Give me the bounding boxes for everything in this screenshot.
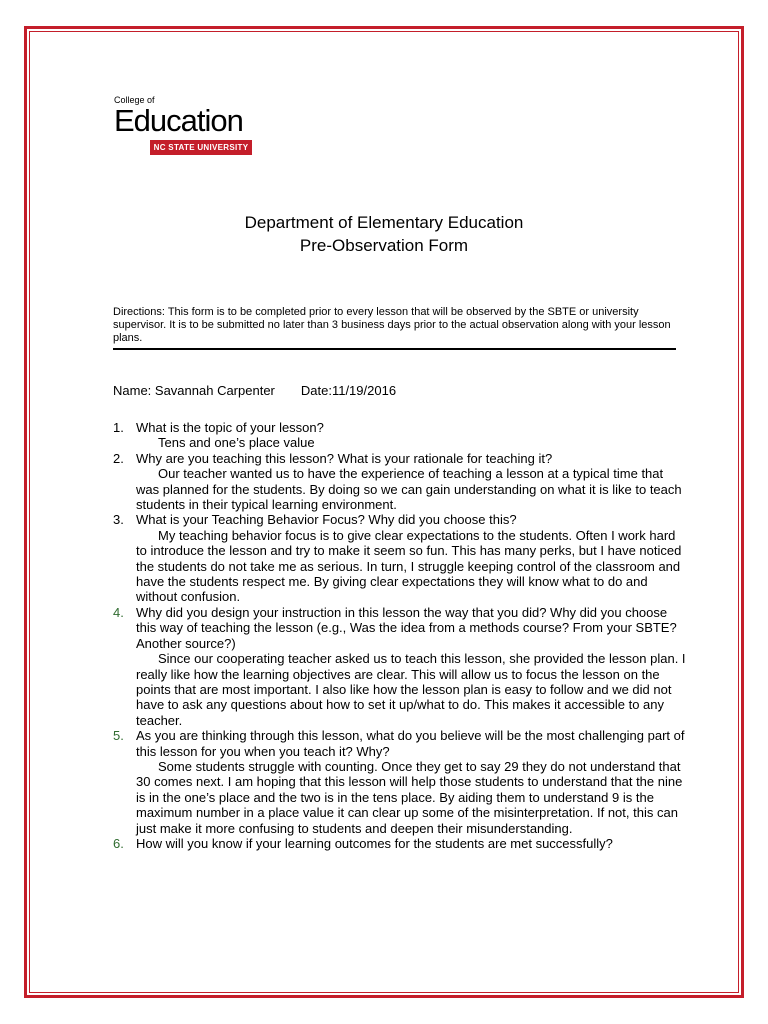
logo-education-text: Education xyxy=(114,103,243,138)
student-info xyxy=(113,383,396,399)
form-title xyxy=(0,211,768,257)
question-text: As you are thinking through this lesson, what do you believe will be the most challenging part of this lesson for you when you teach it? Why? xyxy=(136,728,685,759)
title-line-1: Department of Elementary Education xyxy=(244,213,524,232)
question-number: 5. xyxy=(113,728,124,744)
answer-text: Tens and one’s place value xyxy=(158,435,315,451)
question-text: Why did you design your instruction in this lesson the way that you did? Why did you choose this way of teaching the lesson (e.g., Was the idea from a methods course? From your SBTE? Another source?) xyxy=(136,604,677,651)
question-number: 6. xyxy=(113,835,124,851)
question-item xyxy=(113,728,688,836)
question-text: How will you know if your learning outcomes for the students are met successfully? xyxy=(136,835,613,851)
form-date: Date:11/19/2016 xyxy=(300,383,397,398)
question-item xyxy=(113,605,688,728)
student-name: Name: Savannah Carpenter xyxy=(113,383,275,398)
question-item xyxy=(113,451,688,513)
question-number: 3. xyxy=(113,512,124,528)
question-item xyxy=(113,512,688,604)
answer-text: My teaching behavior focus is to give clear expectations to the students. Often I work hard to introduce the lesson and try to make it seem so fun. This has many perks, but I have noticed the students do not take me as serious. In turn, I struggle keeping control of the classroom and have the students respect me. By giving clear expectations they will know what to do and without confusion. xyxy=(136,527,682,605)
question-item xyxy=(113,420,688,451)
title-line-2: Pre-Observation Form xyxy=(299,236,469,255)
question-number: 2. xyxy=(113,450,124,466)
question-text: What is the topic of your lesson? xyxy=(136,420,324,435)
directions-text: Directions: This form is to be completed prior to every lesson that will be observed by the SBTE or university supervisor. It is to be submitted no later than 3 business days prior to the actual observation along with your lesson plans. xyxy=(113,306,676,350)
answer-text: Some students struggle with counting. Once they get to say 29 they do not understand that 30 comes next. I am hoping that this lesson will help those students to understand that the nine is in the one’s place and the two is in the tens place. By aiding them to understand 9 is the maximum number in a place value it can clear up some of the misinterpretation. If not, this can just make it more confusing to students and deepen their misunderstanding. xyxy=(136,758,683,836)
logo-college-text: College of xyxy=(114,95,155,105)
college-logo xyxy=(114,95,252,155)
question-text: What is your Teaching Behavior Focus? Why did you choose this? xyxy=(136,512,517,528)
questions-list xyxy=(113,420,688,851)
answer-text: Our teacher wanted us to have the experience of teaching a lesson at a typical time that was planned for the students. By doing so we can gain understanding on what it is like to teach students in their typical learning environment. xyxy=(136,466,682,513)
question-number: 4. xyxy=(113,604,124,620)
question-number: 1. xyxy=(113,420,124,435)
logo-university-badge: NC STATE UNIVERSITY xyxy=(150,140,252,155)
question-item xyxy=(113,836,688,851)
answer-text: Since our cooperating teacher asked us to teach this lesson, she provided the lesson plan. I really like how the learning objectives are clear. This will allow us to focus the lesson on the points that are most important. I also like how the lesson plan is easy to follow and we did not have to ask any questions about how to set it up/what to do. This makes it accessible to any teacher. xyxy=(136,651,686,728)
question-text: Why are you teaching this lesson? What is your rationale for teaching it? xyxy=(136,450,553,466)
